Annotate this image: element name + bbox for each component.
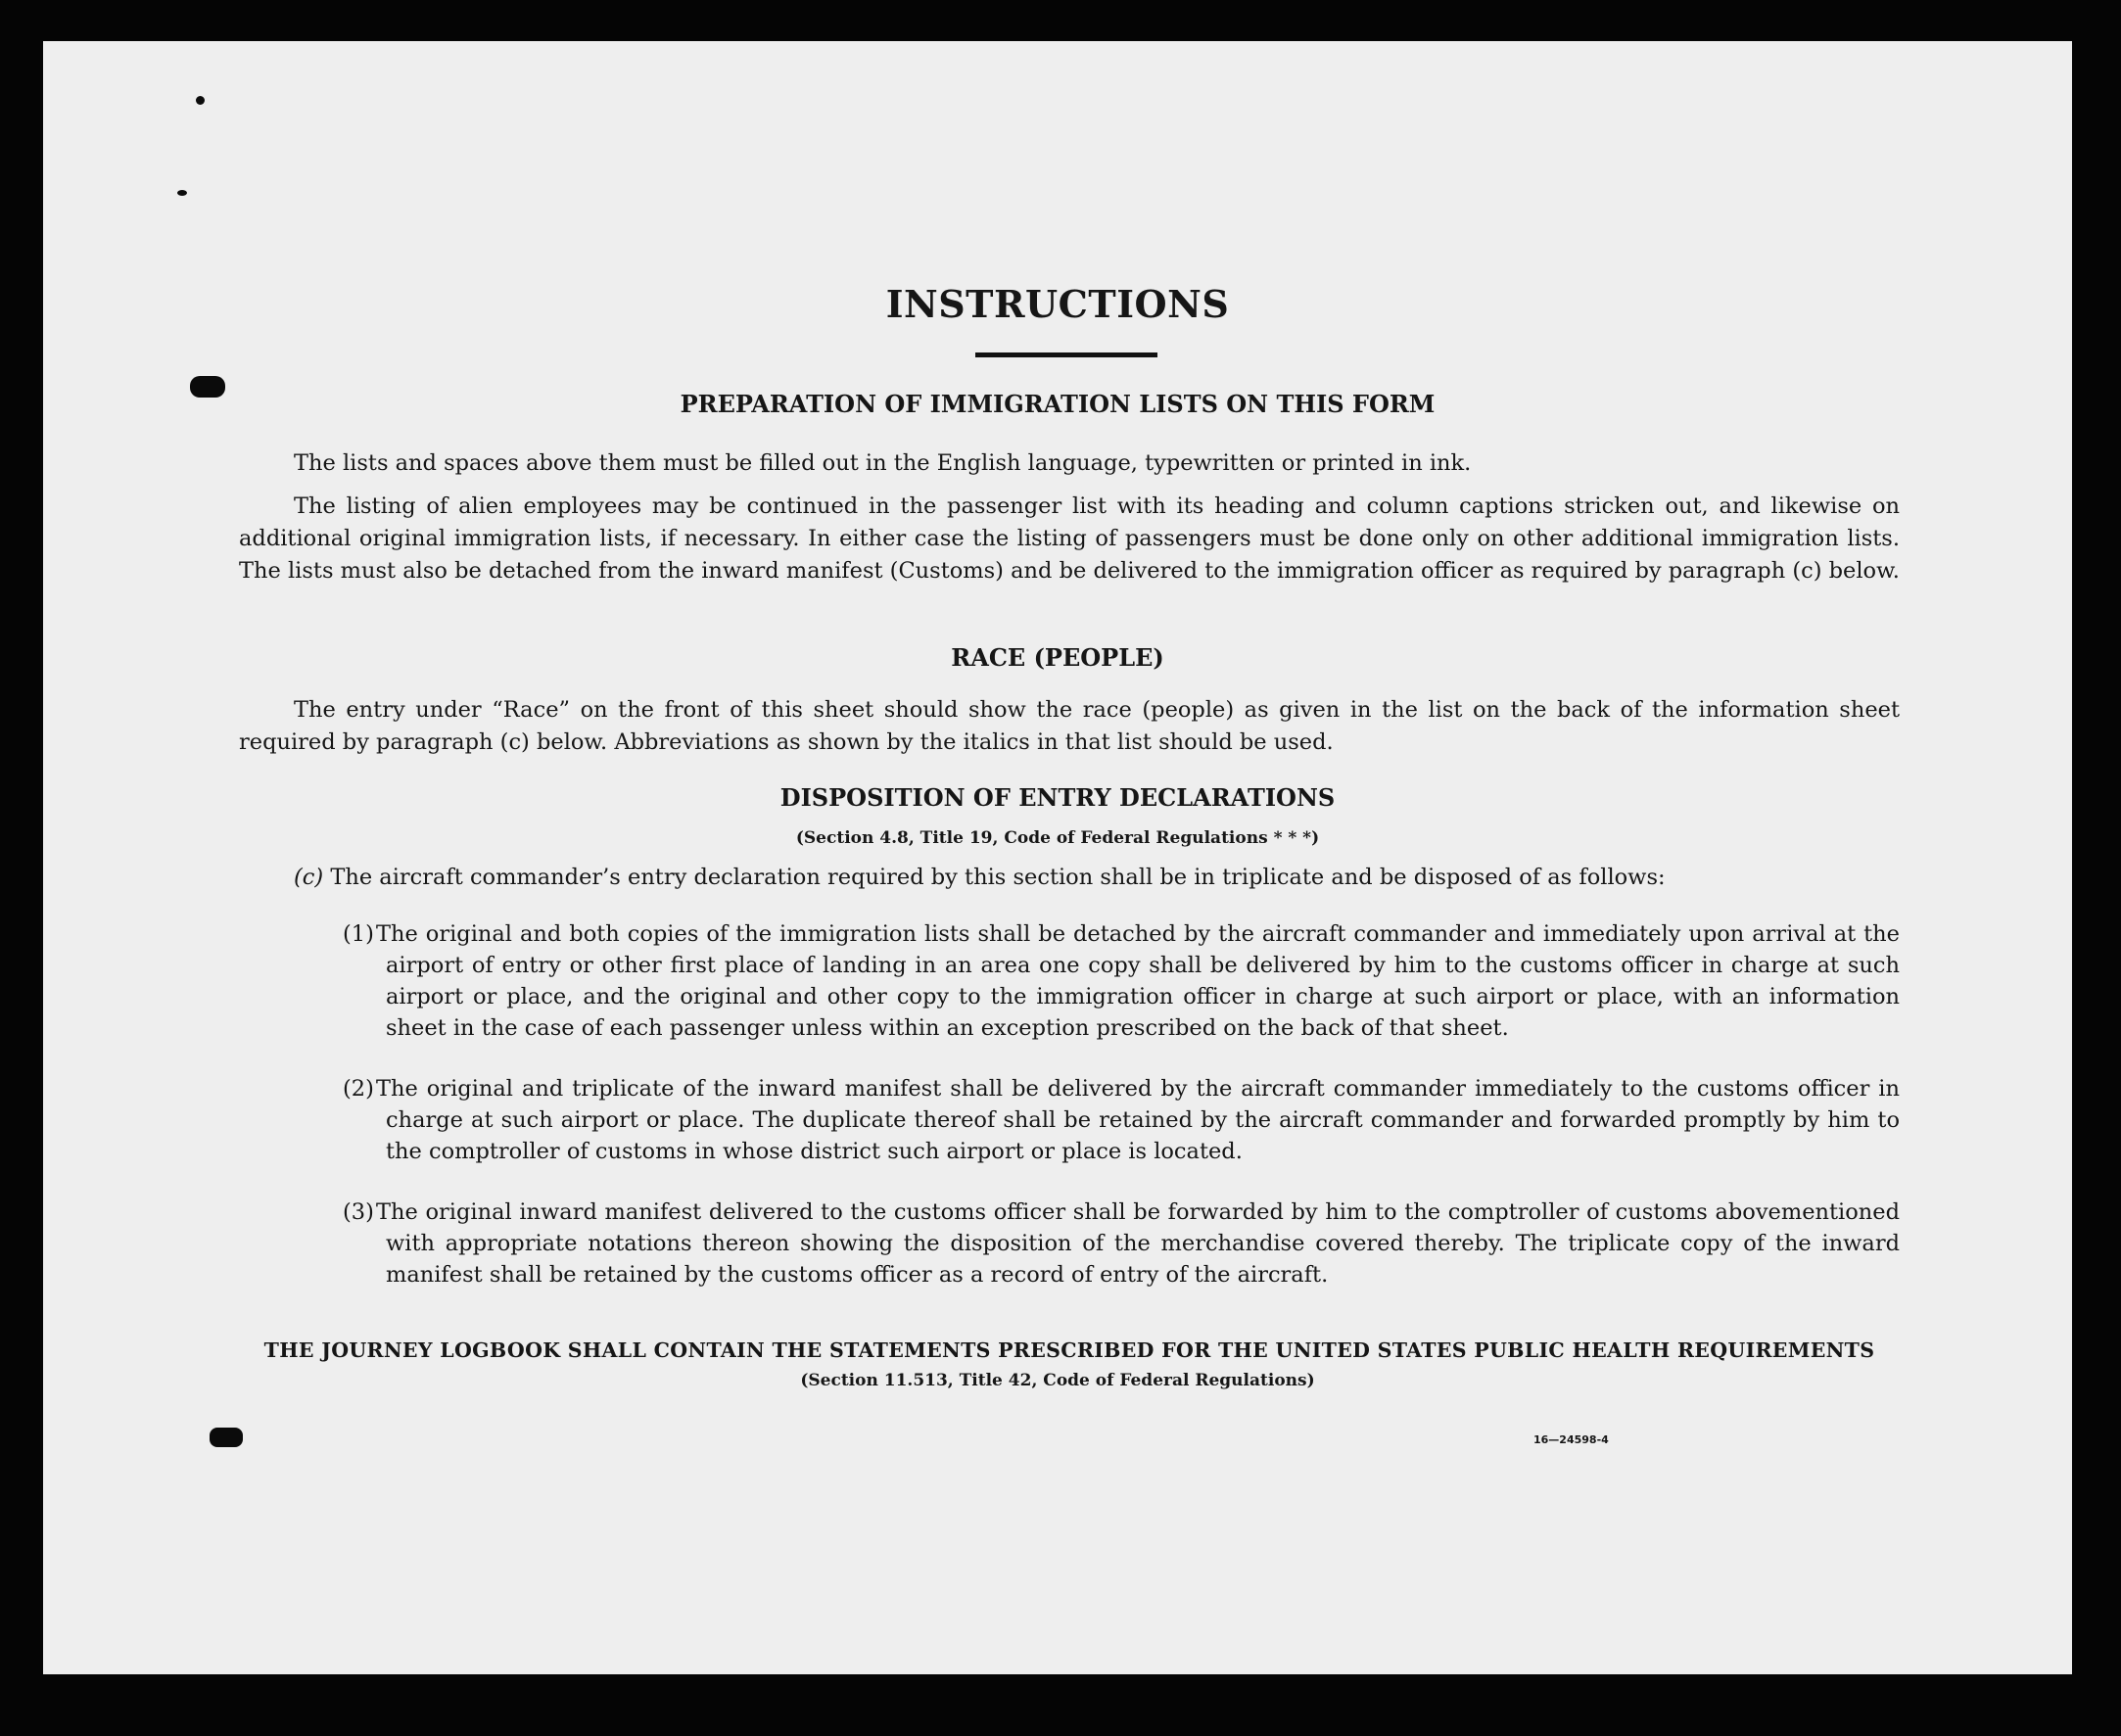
intro-label: (c) [294,865,324,890]
scan-speck [177,190,187,196]
intro-text: The aircraft commander’s entry declaration required by this section shall be in triplicate and be disposed of as follows: [330,865,1666,890]
disposition-intro [294,862,1666,894]
disposition-item [343,1196,1900,1290]
item-number: (3) [343,1199,374,1225]
item-number: (2) [343,1076,374,1102]
disposition-citation: (Section 4.8, Title 19, Code of Federal Regulations * * *) [795,828,1320,848]
public-health-citation: (Section 11.513, Title 42, Code of Federal Regulations) [800,1371,1315,1390]
disposition-item [343,1073,1900,1167]
form-number: 16—24598-4 [1533,1433,1609,1446]
disposition-item [343,918,1900,1044]
public-health-heading: THE JOURNEY LOGBOOK SHALL CONTAIN THE STATEMENTS PRESCRIBED FOR THE UNITED STATES PUBLIC HEALTH REQUIREMENTS [263,1338,1875,1362]
race-paragraph: The entry under “Race” on the front of this sheet should show the race (people) as given in the list on the back of the information sheet required by paragraph (c) below. Abbreviations as shown by the italics in that list should be used. [239,697,1900,755]
punch-mark [210,1428,243,1447]
section-heading-preparation: PREPARATION OF IMMIGRATION LISTS ON THIS FORM [680,390,1436,418]
title-divider [975,352,1157,357]
item-text: The original and both copies of the immigration lists shall be detached by the aircraft commander and immediately upon arrival at the airport of entry or other first place of landing in an area one copy shall be delivered by him to the customs officer in charge at such airport or place, and the original and other copy to the immigration officer in charge at such airport or place, with an information sheet in the case of each passenger unless within an exception prescribed on the back of that sheet. [376,921,1900,1041]
preparation-paragraph-1: The lists and spaces above them must be filled out in the English language, typewritten or printed in ink. [294,450,1472,476]
item-number: (1) [343,921,374,947]
preparation-paragraph-2: The listing of alien employees may be continued in the passenger list with its heading and column captions stricken out, and likewise on additional original immigration lists, if necessary. In either case the listing of passengers must be done only on other additional immigration lists. The lists must also be detached from the inward manifest (Customs) and be delivered to the immigration officer as required by paragraph (c) below. [239,493,1900,584]
document-page [43,41,2072,1674]
item-text: The original inward manifest delivered to the customs officer shall be forwarded by him to the comptroller of customs abovementioned with appropriate notations thereon showing the disposition of the merchandise covered thereby. The triplicate copy of the inward manifest shall be retained by the customs officer as a record of entry of the aircraft. [376,1199,1900,1288]
section-heading-race: RACE (PEOPLE) [951,643,1164,672]
section-heading-disposition: DISPOSITION OF ENTRY DECLARATIONS [779,783,1336,812]
item-text: The original and triplicate of the inward manifest shall be delivered by the aircraft commander immediately to the customs officer in charge at such airport or place. The duplicate thereof shall be retained by the aircraft commander and forwarded promptly by him to the comptroller of customs in whose district such airport or place is located. [376,1076,1900,1164]
page-title: INSTRUCTIONS [885,282,1230,326]
scan-speck [196,96,205,105]
